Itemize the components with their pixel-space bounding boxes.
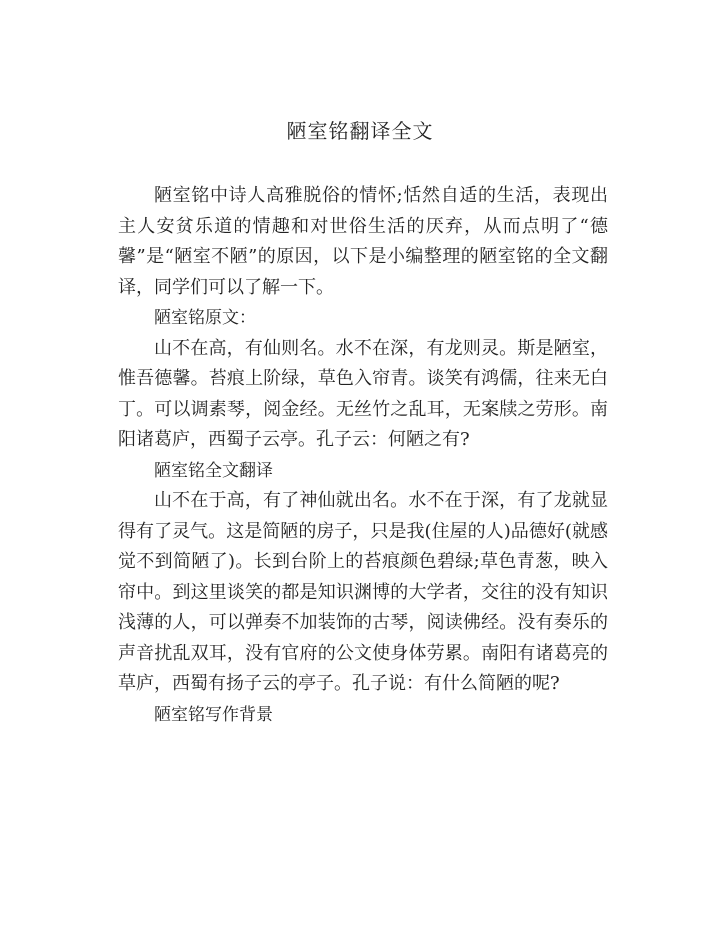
original-text-paragraph: 山不在高，有仙则名。水不在深，有龙则灵。斯是陋室，惟吾德馨。苔痕上阶绿，草色入帘青。谈笑有鸿儒，往来无白丁。可以调素琴，阅金经。无丝竹之乱耳，无案牍之劳形。南阳诸葛庐，西蜀子云亭。孔子云：何陋之有? [118,337,608,450]
original-text-heading: 陋室铭原文： [154,308,256,328]
background-heading: 陋室铭写作背景 [154,704,273,725]
document-body [118,181,608,730]
translation-heading: 陋室铭全文翻译 [154,460,273,481]
translation-paragraph: 山不在于高，有了神仙就出名。水不在于深，有了龙就显得有了灵气。这是简陋的房子，只是我(住屋的人)品德好(就感觉不到简陋了)。长到台阶上的苔痕颜色碧绿;草色青葱，映入帘中。到这里谈笑的都是知识渊博的大学者，交往的没有知识浅薄的人，可以弹奏不加装饰的古琴，阅读佛经。没有奏乐的声音扰乱双耳，没有官府的公文使身体劳累。南阳有诸葛亮的草庐，西蜀有扬子云的亭子。孔子说：有什么简陋的呢? [118,490,608,694]
intro-paragraph: 陋室铭中诗人高雅脱俗的情怀;恬然自适的生活，表现出主人安贫乐道的情趣和对世俗生活的厌弃，从而点明了“德馨”是“陋室不陋”的原因，以下是小编整理的陋室铭的全文翻译，同学们可以了解一下。 [118,185,608,298]
document-title: 陋室铭翻译全文 [286,119,434,143]
